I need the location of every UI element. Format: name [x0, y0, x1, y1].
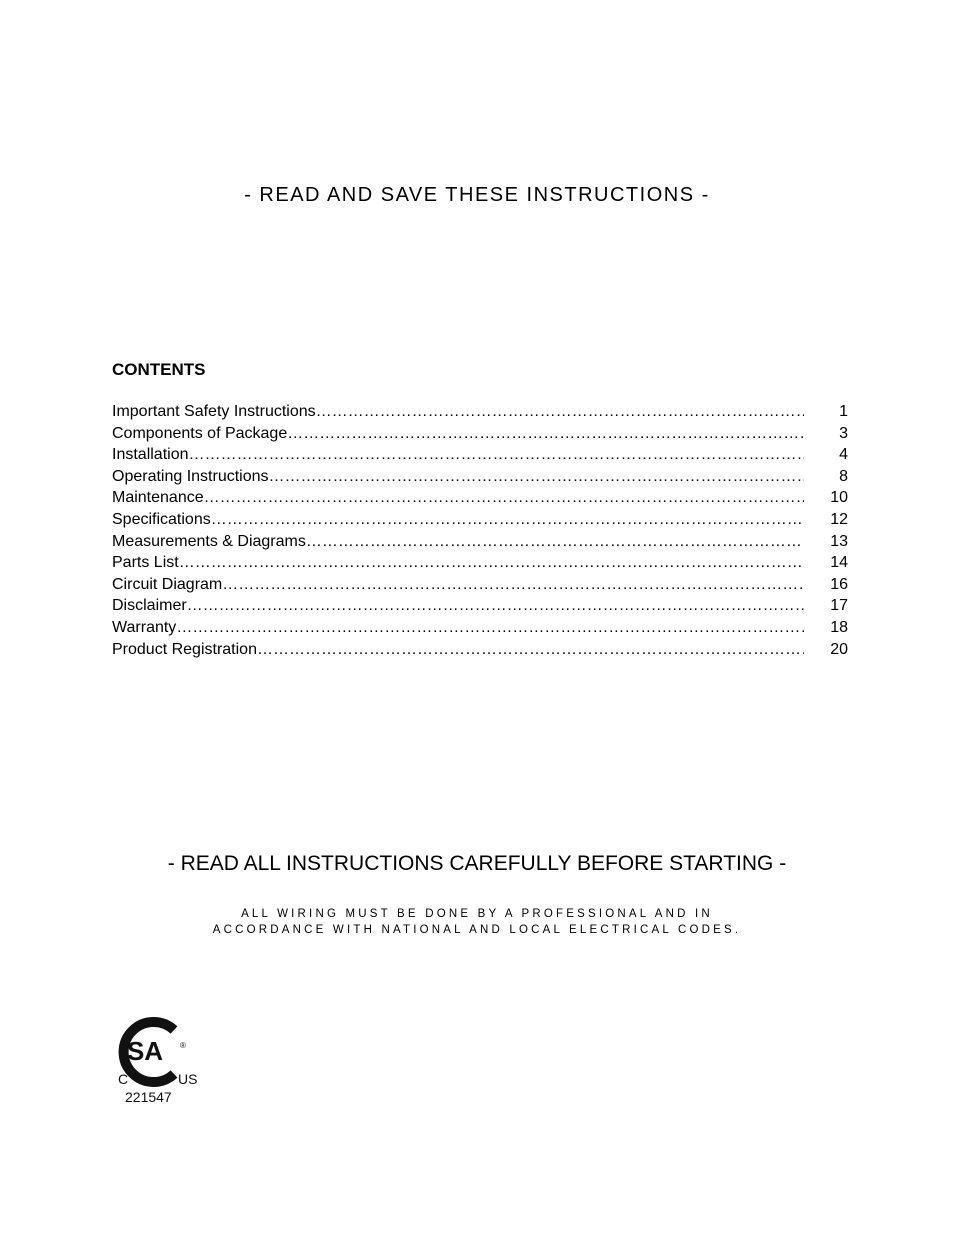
- table-of-contents: [112, 403, 848, 662]
- read-all-instructions-banner: - READ ALL INSTRUCTIONS CAREFULLY BEFORE STARTING -: [167, 852, 787, 875]
- toc-entry-page: 12: [830, 510, 848, 528]
- wiring-notice-line: ACCORDANCE WITH NATIONAL AND LOCAL ELECTRICAL CODES.: [212, 924, 742, 936]
- toc-entry-title: Operating Instructions: [112, 467, 269, 485]
- csa-logo-letters: SA: [126, 1036, 164, 1066]
- toc-entry-title: Circuit Diagram: [112, 575, 223, 593]
- toc-entry-page: 8: [839, 467, 848, 485]
- toc-dot-leader: [269, 468, 804, 486]
- toc-entry[interactable]: [112, 425, 848, 447]
- toc-entry[interactable]: [112, 576, 848, 598]
- toc-entry-title: Important Safety Instructions: [112, 403, 316, 420]
- toc-entry[interactable]: [112, 619, 848, 641]
- toc-entry[interactable]: [112, 554, 848, 576]
- toc-dot-leader: [189, 446, 805, 464]
- toc-entry-title: Maintenance: [112, 489, 204, 507]
- toc-entry-page: 4: [839, 446, 848, 464]
- toc-entry-title: Disclaimer: [112, 597, 187, 615]
- toc-dot-leader: [222, 576, 804, 594]
- toc-entry-title: Specifications: [112, 510, 211, 528]
- toc-entry-page: 13: [830, 532, 848, 550]
- toc-entry-page: 16: [830, 575, 848, 593]
- toc-dot-leader: [306, 533, 804, 551]
- toc-entry[interactable]: [112, 489, 848, 511]
- toc-dot-leader: [257, 641, 804, 659]
- toc-entry-page: 1: [839, 403, 848, 420]
- toc-entry-title: Components of Package: [112, 424, 288, 442]
- read-and-save-banner: - READ AND SAVE THESE INSTRUCTIONS -: [244, 184, 710, 206]
- toc-entry-page: 3: [839, 424, 848, 442]
- toc-entry[interactable]: [112, 446, 848, 468]
- toc-entry-title: Installation: [112, 446, 189, 464]
- csa-c-mark: C: [118, 1071, 129, 1087]
- toc-entry-title: Product Registration: [112, 640, 257, 658]
- toc-entry-title: Measurements & Diagrams: [112, 532, 306, 550]
- toc-entry[interactable]: [112, 597, 848, 619]
- toc-entry[interactable]: [112, 533, 848, 555]
- toc-dot-leader: [179, 554, 804, 572]
- toc-entry-page: 14: [830, 554, 848, 572]
- csa-us-mark: US: [178, 1071, 198, 1087]
- contents-heading: CONTENTS: [112, 360, 206, 379]
- toc-dot-leader: [204, 489, 804, 507]
- registered-mark: ®: [180, 1041, 186, 1050]
- csa-certificate-number: 221547: [125, 1089, 172, 1105]
- toc-dot-leader: [287, 425, 804, 443]
- toc-dot-leader: [316, 403, 804, 421]
- toc-entry-page: 18: [830, 618, 848, 636]
- toc-entry-page: 20: [830, 640, 848, 658]
- toc-entry-page: 10: [830, 489, 848, 507]
- toc-entry-title: Warranty: [112, 618, 177, 636]
- toc-dot-leader: [211, 511, 804, 529]
- toc-entry[interactable]: [112, 641, 848, 663]
- csa-certification-logo: [112, 1016, 212, 1116]
- toc-dot-leader: [187, 597, 804, 615]
- toc-entry-page: 17: [830, 597, 848, 615]
- wiring-notice-line: ALL WIRING MUST BE DONE BY A PROFESSIONAL AND IN: [241, 908, 713, 920]
- toc-entry-title: Parts List: [112, 554, 179, 572]
- toc-dot-leader: [176, 619, 804, 637]
- wiring-notice: [0, 906, 954, 938]
- toc-entry[interactable]: [112, 468, 848, 490]
- toc-entry[interactable]: [112, 511, 848, 533]
- toc-entry[interactable]: [112, 403, 848, 425]
